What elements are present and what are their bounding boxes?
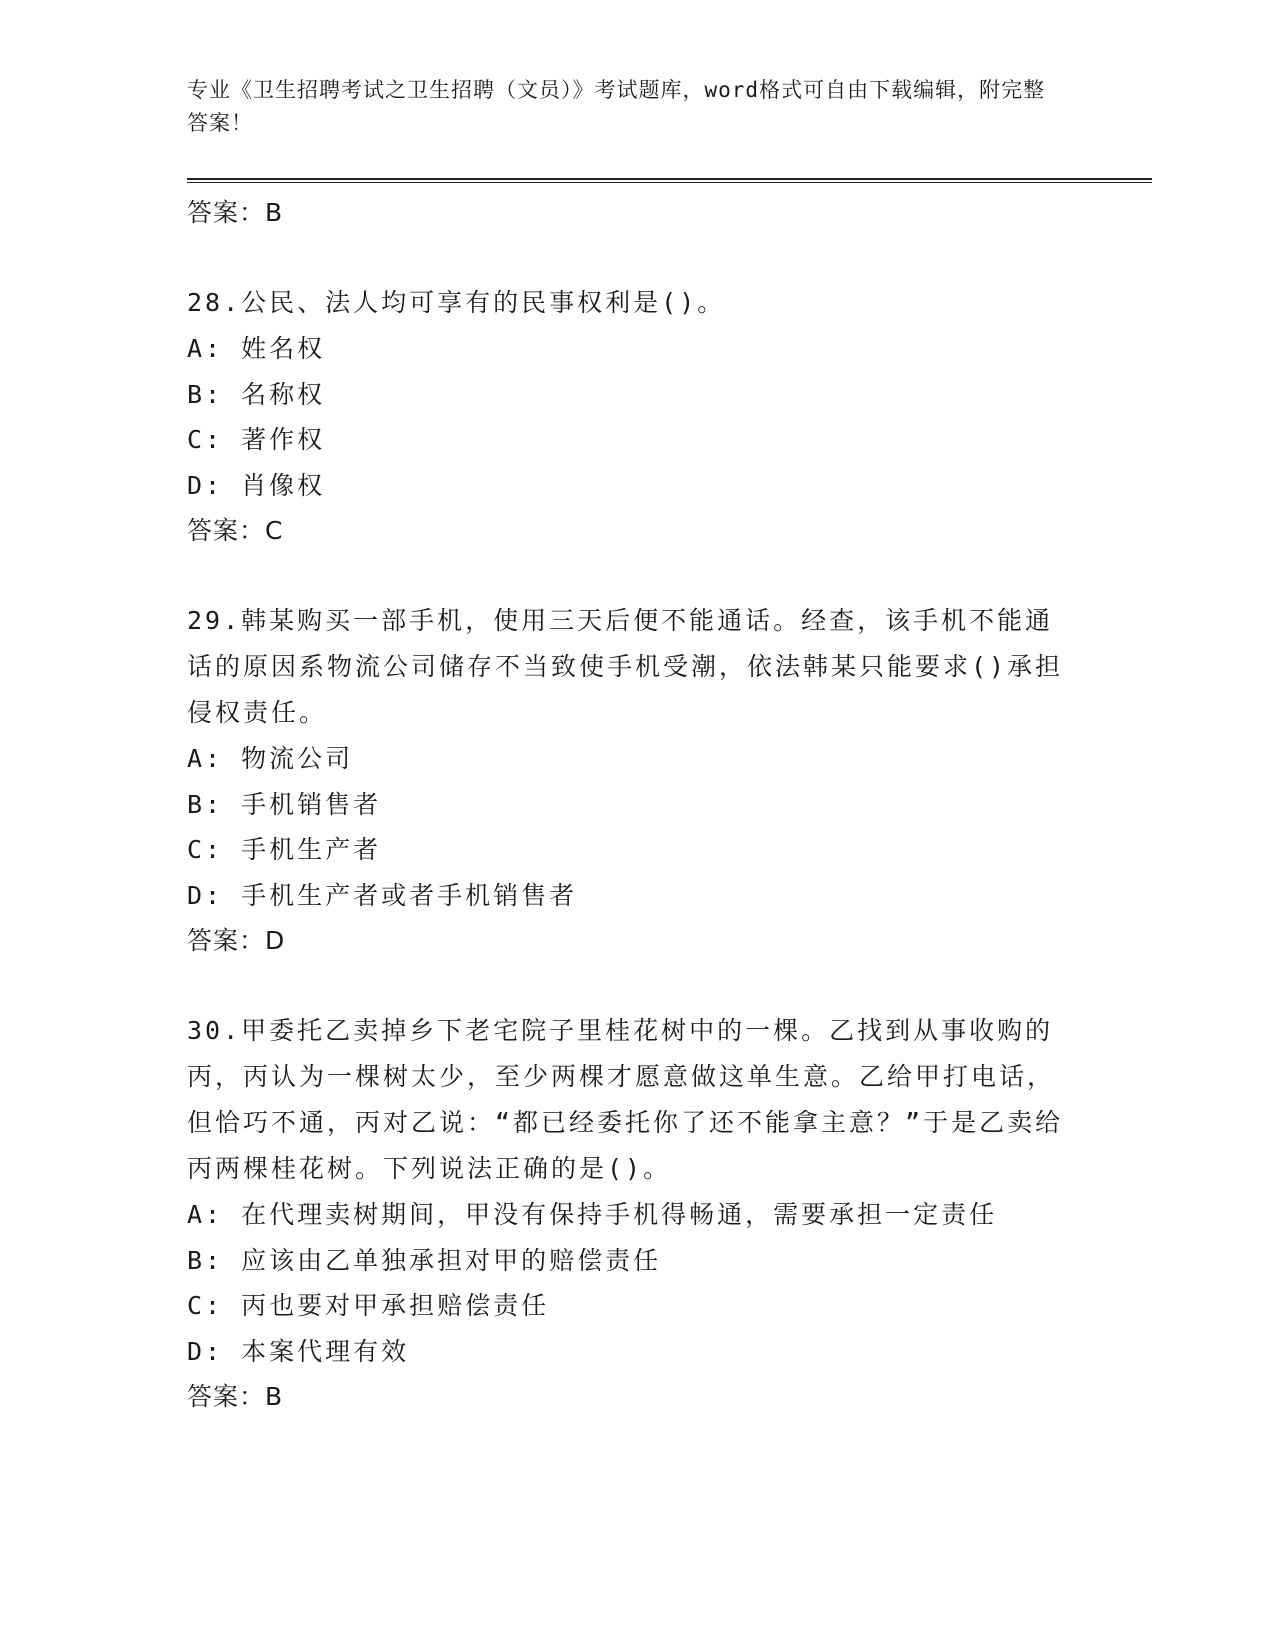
option-c: C: 著作权 — [187, 425, 326, 454]
option-c: C: 手机生产者 — [187, 835, 382, 864]
question-list — [187, 190, 1067, 1419]
question-stem: 30.甲委托乙卖掉乡下老宅院子里桂花树中的一棵。乙找到从事收购的丙，丙认为一棵树太少，至少两棵才愿意做这单生意。乙给甲打电话，但恰巧不通，丙对乙说：“都已经委托你了还不能拿主意？”于是乙卖给丙两棵桂花树。下列说法正确的是()。 — [187, 1016, 1064, 1183]
option-d: D: 手机生产者或者手机销售者 — [187, 880, 578, 910]
page-header: 专业《卫生招聘考试之卫生招聘（文员）》考试题库，word格式可自由下载编辑，附完整答案！ — [187, 78, 1046, 135]
option-b: B: 名称权 — [187, 379, 326, 409]
option-a: A: 物流公司 — [187, 744, 354, 773]
question-answer: 答案：C — [187, 516, 284, 545]
document-page — [187, 0, 1152, 1650]
question-30 — [187, 1008, 1067, 1419]
option-b: B: 手机销售者 — [187, 789, 382, 819]
option-c: C: 丙也要对甲承担赔偿责任 — [187, 1291, 550, 1320]
question-29 — [187, 598, 1067, 963]
option-a: A: 在代理卖树期间，甲没有保持手机得畅通，需要承担一定责任 — [187, 1200, 998, 1229]
question-answer: 答案：D — [187, 926, 286, 955]
question-stem: 29.韩某购买一部手机，使用三天后便不能通话。经查，该手机不能通话的原因系物流公司储存不当致使手机受潮，依法韩某只能要求()承担侵权责任。 — [187, 606, 1064, 727]
option-d: D: 肖像权 — [187, 470, 326, 500]
option-a: A: 姓名权 — [187, 334, 326, 363]
header-divider — [187, 178, 1152, 183]
option-d: D: 本案代理有效 — [187, 1336, 410, 1366]
option-b: B: 应该由乙单独承担对甲的赔偿责任 — [187, 1245, 662, 1275]
question-answer: 答案：B — [187, 1382, 284, 1411]
question-stem: 28.公民、法人均可享有的民事权利是()。 — [187, 288, 726, 317]
question-28 — [187, 280, 1067, 553]
previous-answer: 答案：B — [187, 198, 284, 227]
